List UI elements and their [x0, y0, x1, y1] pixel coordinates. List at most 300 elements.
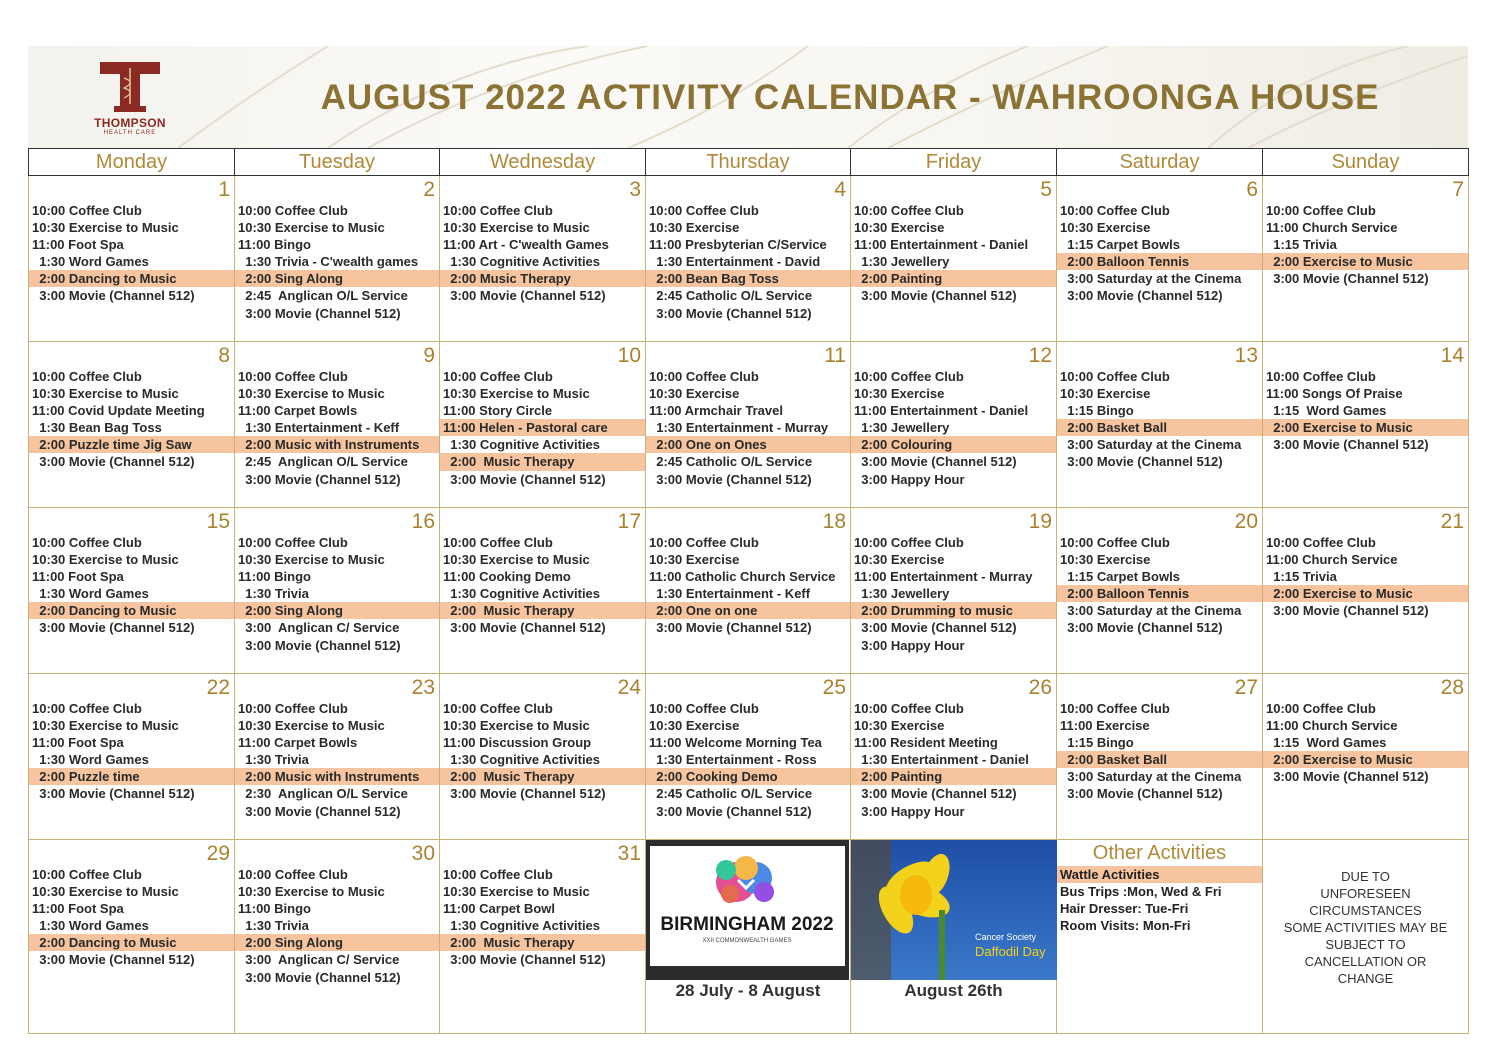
- day-cell: [1263, 176, 1469, 342]
- activity-item: 1:30 Trivia: [238, 752, 309, 768]
- activity-item: 10:30 Exercise: [1060, 386, 1151, 402]
- activity-item: 11:00 Carpet Bowls: [238, 403, 358, 419]
- activity-item-highlighted: 11:00 Helen - Pastoral care: [440, 419, 645, 436]
- day-cell: [1057, 342, 1263, 508]
- activity-item: 10:00 Coffee Club: [649, 535, 759, 550]
- activity-item-highlighted: 2:00 Balloon Tennis: [1057, 253, 1262, 270]
- activity-item: 3:00 Movie (Channel 512): [443, 620, 606, 636]
- activity-item: 3:00 Movie (Channel 512): [649, 305, 812, 321]
- activity-item: 3:00 Movie (Channel 512): [854, 620, 1017, 636]
- activity-item-highlighted: 2:00 Balloon Tennis: [1057, 585, 1262, 602]
- activity-item: 3:00 Movie (Channel 512): [32, 952, 195, 968]
- activity-item: 11:00 Art - C'wealth Games: [443, 237, 609, 253]
- activity-item: 10:00 Coffee Club: [1060, 535, 1170, 550]
- activity-item: 10:00 Coffee Club: [854, 701, 964, 716]
- other-activity-item: Hair Dresser: Tue-Fri: [1060, 901, 1189, 916]
- activity-item: 10:00 Coffee Club: [443, 867, 553, 882]
- activity-item: 3:00 Saturday at the Cinema: [1060, 271, 1242, 287]
- activity-item: 10:30 Exercise to Music: [32, 220, 179, 236]
- activity-item: 10:30 Exercise: [854, 386, 945, 402]
- activity-item: 1:30 Trivia: [238, 918, 309, 934]
- day-cell: [851, 176, 1057, 342]
- activity-item: 3:00 Movie (Channel 512): [443, 471, 606, 487]
- day-cell: [851, 342, 1057, 508]
- day-number: 13: [1234, 344, 1258, 367]
- day-cell-content: [851, 342, 1056, 507]
- activity-item-highlighted: 2:00 Music Therapy: [440, 768, 645, 785]
- activity-item-highlighted: 2:00 Puzzle time Jig Saw: [29, 436, 234, 453]
- activity-item: 2:30 Anglican O/L Service: [238, 786, 408, 802]
- activity-item: 11:00 Welcome Morning Tea: [649, 735, 822, 751]
- games-small-text: XXII COMMONWEALTH GAMES: [702, 938, 792, 944]
- activity-item: 10:00 Coffee Club: [649, 203, 759, 218]
- activity-item-highlighted: 2:00 Music with Instruments: [235, 768, 439, 785]
- activity-item: 3:00 Movie (Channel 512): [854, 288, 1017, 304]
- activity-item: 11:00 Entertainment - Murray: [854, 569, 1033, 585]
- activity-item-highlighted: 2:00 Sing Along: [235, 934, 439, 951]
- activity-item-highlighted: 2:00 Music Therapy: [440, 270, 645, 287]
- activity-item: 3:00 Movie (Channel 512): [649, 620, 812, 636]
- activity-item-highlighted: 2:00 Painting: [851, 768, 1056, 785]
- activity-item: 10:30 Exercise to Music: [238, 220, 385, 236]
- activity-item: 1:30 Cognitive Activities: [443, 254, 601, 270]
- activity-item: 10:00 Coffee Club: [238, 867, 348, 882]
- day-cell: [1263, 674, 1469, 840]
- day-cell-content: [440, 176, 645, 341]
- activity-item: 1:30 Word Games: [32, 752, 149, 768]
- activity-item: 1:30 Cognitive Activities: [443, 437, 601, 453]
- activity-item: 1:30 Entertainment - Keff: [649, 586, 811, 602]
- day-cell-content: [1057, 508, 1262, 673]
- activity-item: 10:30 Exercise to Music: [238, 386, 385, 402]
- activity-item: 3:00 Movie (Channel 512): [1060, 620, 1223, 636]
- activity-item: 1:30 Cognitive Activities: [443, 918, 601, 934]
- activity-item: 3:00 Movie (Channel 512): [443, 288, 606, 304]
- activity-item: 10:00 Coffee Club: [32, 867, 142, 882]
- activity-item-highlighted: 2:00 Music Therapy: [440, 453, 645, 470]
- page-title: AUGUST 2022 ACTIVITY CALENDAR - WAHROONGA HOUSE: [320, 78, 1380, 117]
- day-number: 3: [629, 178, 641, 201]
- activity-item: 3:00 Anglican C/ Service: [238, 952, 400, 968]
- activity-item: 10:30 Exercise: [649, 386, 740, 402]
- activity-item: 11:00 Resident Meeting: [854, 735, 998, 751]
- activity-item: 10:00 Coffee Club: [1060, 369, 1170, 384]
- day-number: 20: [1234, 510, 1258, 533]
- activity-item: 10:00 Coffee Club: [32, 701, 142, 716]
- activity-item-highlighted: 2:00 Sing Along: [235, 602, 439, 619]
- activity-item: 10:30 Exercise: [854, 552, 945, 568]
- activity-item-highlighted: 2:00 Music with Instruments: [235, 436, 439, 453]
- activity-item: 10:00 Coffee Club: [238, 535, 348, 550]
- activity-item: 3:00 Movie (Channel 512): [32, 288, 195, 304]
- day-cell-content: [440, 342, 645, 507]
- activity-item: 3:00 Movie (Channel 512): [238, 305, 401, 321]
- day-cell-content: [440, 840, 645, 1005]
- activity-item: 11:00 Foot Spa: [32, 901, 124, 917]
- activity-item: 10:30 Exercise to Music: [443, 220, 590, 236]
- activity-item: 3:00 Movie (Channel 512): [32, 454, 195, 470]
- day-cell: [440, 176, 646, 342]
- day-cell: [29, 176, 235, 342]
- activity-item: 11:00 Bingo: [238, 237, 311, 253]
- activity-item-highlighted: 2:00 One on one: [646, 602, 850, 619]
- day-number: 11: [824, 344, 846, 367]
- activity-item: 10:00 Coffee Club: [32, 369, 142, 384]
- day-number: 10: [617, 344, 641, 367]
- activity-item: 3:00 Movie (Channel 512): [1266, 437, 1429, 453]
- logo-subtitle: HEALTH CARE: [103, 130, 157, 136]
- activity-item: 3:00 Movie (Channel 512): [238, 803, 401, 819]
- activity-item: 3:00 Saturday at the Cinema: [1060, 769, 1242, 785]
- activity-item: 2:45 Catholic O/L Service: [649, 786, 813, 802]
- activity-item: 1:15 Word Games: [1266, 735, 1387, 751]
- other-activities-title: Other Activities: [1092, 842, 1227, 864]
- activity-item: 3:00 Movie (Channel 512): [649, 803, 812, 819]
- activity-item-highlighted: 2:00 Sing Along: [235, 270, 439, 287]
- activity-item: 10:00 Coffee Club: [1266, 203, 1376, 218]
- day-number: 22: [206, 676, 230, 699]
- activity-item-highlighted: 2:00 Music Therapy: [440, 602, 645, 619]
- day-number: 27: [1234, 676, 1258, 699]
- activity-item: 1:15 Word Games: [1266, 403, 1387, 419]
- activity-item: 10:00 Coffee Club: [649, 701, 759, 716]
- activity-item-highlighted: 2:00 Dancing to Music: [29, 602, 234, 619]
- activity-item: 11:00 Exercise: [1060, 718, 1150, 734]
- logo-name: THOMPSON: [94, 116, 166, 130]
- day-cell-content: [440, 508, 645, 673]
- activity-item: 1:30 Cognitive Activities: [443, 752, 601, 768]
- activity-item: 11:00 Entertainment - Daniel: [854, 403, 1029, 419]
- week-row: [29, 176, 1469, 342]
- activity-item: 10:30 Exercise to Music: [32, 718, 179, 734]
- activity-item: 10:30 Exercise to Music: [443, 884, 590, 900]
- other-activity-item: Bus Trips :Mon, Wed & Fri: [1060, 884, 1222, 899]
- activity-item: 3:00 Movie (Channel 512): [238, 637, 401, 653]
- activity-item-highlighted: 2:00 Bean Bag Toss: [646, 270, 850, 287]
- activity-item: 11:00 Covid Update Meeting: [32, 403, 205, 419]
- day-cell-content: [29, 508, 234, 673]
- activity-item-highlighted: 2:00 Cooking Demo: [646, 768, 850, 785]
- activity-item: 11:00 Entertainment - Daniel: [854, 237, 1029, 253]
- day-cell: [235, 674, 440, 840]
- day-number: 12: [1028, 344, 1052, 367]
- day-cell-content: [235, 342, 439, 507]
- activity-item: 1:30 Jewellery: [854, 254, 950, 270]
- activity-item: 11:00 Bingo: [238, 901, 311, 917]
- activity-item: 1:30 Entertainment - David: [649, 254, 821, 270]
- day-cell: [851, 508, 1057, 674]
- activity-item-highlighted: 2:00 Exercise to Music: [1263, 253, 1468, 270]
- week-row: [29, 840, 1469, 1034]
- activity-item: 10:30 Exercise to Music: [443, 552, 590, 568]
- activity-item: 1:15 Carpet Bowls: [1060, 237, 1180, 253]
- activity-item: 1:15 Trivia: [1266, 237, 1337, 253]
- notice-cell: [1263, 840, 1469, 1034]
- activity-item: 3:00 Happy Hour: [854, 471, 965, 487]
- day-cell: [29, 840, 235, 1034]
- activity-item: 3:00 Movie (Channel 512): [238, 969, 401, 985]
- activity-item: 10:00 Coffee Club: [649, 369, 759, 384]
- weekday-header-saturday: Saturday: [1057, 149, 1263, 176]
- day-cell: [29, 674, 235, 840]
- day-cell-content: [646, 674, 850, 839]
- weekday-header-friday: Friday: [851, 149, 1057, 176]
- activity-item: 10:30 Exercise: [854, 220, 945, 236]
- activity-item: 10:00 Coffee Club: [443, 203, 553, 218]
- day-cell-content: [646, 342, 850, 507]
- day-cell: [29, 342, 235, 508]
- notice-line: SOME ACTIVITIES MAY BE: [1283, 920, 1448, 935]
- day-number: 17: [617, 510, 641, 533]
- day-cell-content: [1263, 508, 1468, 673]
- activity-item: 10:00 Coffee Club: [238, 701, 348, 716]
- weekday-header-tuesday: Tuesday: [235, 149, 440, 176]
- day-cell-content: [851, 176, 1056, 341]
- weekday-header-wednesday: Wednesday: [440, 149, 646, 176]
- day-cell-content: [1057, 674, 1262, 839]
- activity-item: 11:00 Presbyterian C/Service: [649, 237, 827, 253]
- activity-item: 3:00 Movie (Channel 512): [238, 471, 401, 487]
- activity-item: 3:00 Movie (Channel 512): [854, 786, 1017, 802]
- activity-item: 3:00 Movie (Channel 512): [649, 471, 812, 487]
- activity-item-highlighted: 2:00 Colouring: [851, 436, 1056, 453]
- day-number: 7: [1452, 178, 1464, 201]
- daffodil-promo: [851, 840, 1056, 1005]
- activity-item-highlighted: 2:00 Exercise to Music: [1263, 751, 1468, 768]
- games-promo-cell: [646, 840, 851, 1034]
- activity-item: 10:30 Exercise to Music: [238, 552, 385, 568]
- day-cell: [440, 342, 646, 508]
- activity-item: 11:00 Cooking Demo: [443, 569, 571, 585]
- activity-item: 10:30 Exercise to Music: [238, 718, 385, 734]
- activity-item: 10:30 Exercise to Music: [32, 884, 179, 900]
- day-cell: [1057, 176, 1263, 342]
- activity-item: 3:00 Saturday at the Cinema: [1060, 603, 1242, 619]
- day-cell: [440, 674, 646, 840]
- activity-item: 10:30 Exercise: [649, 220, 740, 236]
- day-cell: [235, 508, 440, 674]
- day-cell: [1057, 674, 1263, 840]
- activity-item-highlighted: 2:00 Exercise to Music: [1263, 419, 1468, 436]
- day-cell-content: [29, 674, 234, 839]
- day-cell-content: [1263, 176, 1468, 341]
- weekday-header-thursday: Thursday: [646, 149, 851, 176]
- day-number: 28: [1440, 676, 1464, 699]
- activity-item: 10:00 Coffee Club: [1266, 535, 1376, 550]
- activity-item: 10:00 Coffee Club: [443, 369, 553, 384]
- activity-item: 3:00 Movie (Channel 512): [443, 952, 606, 968]
- activity-item: 1:30 Trivia: [238, 586, 309, 602]
- activity-item: 3:00 Movie (Channel 512): [32, 620, 195, 636]
- activity-item: 1:15 Carpet Bowls: [1060, 569, 1180, 585]
- activity-item: 1:30 Jewellery: [854, 586, 950, 602]
- activity-item: 10:30 Exercise: [649, 552, 740, 568]
- games-logo-text: BIRMINGHAM 2022: [660, 914, 834, 935]
- activity-item: 1:30 Bean Bag Toss: [32, 420, 162, 436]
- activity-item: 10:30 Exercise to Music: [238, 884, 385, 900]
- day-cell-content: [440, 674, 645, 839]
- activity-item: 1:15 Bingo: [1060, 403, 1134, 419]
- activity-item: 11:00 Catholic Church Service: [649, 569, 836, 585]
- activity-item-highlighted: 2:00 Exercise to Music: [1263, 585, 1468, 602]
- activity-item: 11:00 Bingo: [238, 569, 311, 585]
- weekday-header-row: [29, 149, 1469, 176]
- activity-item: 10:00 Coffee Club: [443, 535, 553, 550]
- activity-item: 10:30 Exercise: [1060, 220, 1151, 236]
- day-number: 9: [423, 344, 435, 367]
- activity-item: 11:00 Songs Of Praise: [1266, 386, 1403, 402]
- activity-item: 3:00 Movie (Channel 512): [443, 786, 606, 802]
- activity-item: 3:00 Movie (Channel 512): [1060, 786, 1223, 802]
- day-number: 21: [1440, 510, 1464, 533]
- activity-item: 3:00 Movie (Channel 512): [854, 454, 1017, 470]
- day-number: 26: [1028, 676, 1052, 699]
- day-number: 29: [206, 842, 230, 865]
- day-cell: [1263, 342, 1469, 508]
- activity-item: 1:30 Word Games: [32, 586, 149, 602]
- day-cell: [646, 342, 851, 508]
- other-activities: [1057, 840, 1262, 1005]
- notice-line: UNFORESEEN: [1320, 886, 1411, 901]
- day-cell-content: [1263, 342, 1468, 507]
- activity-item: 1:30 Trivia - C'wealth games: [238, 254, 419, 270]
- activity-item-highlighted: 2:00 Drumming to music: [851, 602, 1056, 619]
- other-activity-item: Wattle Activities: [1057, 866, 1262, 883]
- day-cell-content: [851, 674, 1056, 839]
- weekday-header-sunday: Sunday: [1263, 149, 1469, 176]
- week-row: [29, 342, 1469, 508]
- day-cell: [235, 342, 440, 508]
- activity-item: 11:00 Foot Spa: [32, 237, 124, 253]
- day-cell-content: [235, 176, 439, 341]
- birmingham-2022-image: [646, 840, 849, 980]
- notice-line: CHANGE: [1337, 971, 1394, 986]
- day-cell: [646, 508, 851, 674]
- activity-item: 10:30 Exercise: [1060, 552, 1151, 568]
- activity-item-highlighted: 2:00 Dancing to Music: [29, 934, 234, 951]
- calendar-grid: [28, 148, 1469, 1034]
- activity-item: 1:30 Entertainment - Ross: [649, 752, 817, 768]
- activity-item: 2:45 Catholic O/L Service: [649, 288, 813, 304]
- activity-item: 11:00 Church Service: [1266, 552, 1398, 568]
- activity-item: 3:00 Saturday at the Cinema: [1060, 437, 1242, 453]
- daffodil-brand-main: Daffodil Day: [975, 944, 1046, 959]
- activity-item: 10:00 Coffee Club: [238, 369, 348, 384]
- day-number: 4: [834, 178, 846, 201]
- day-number: 6: [1246, 178, 1258, 201]
- activity-item: 3:00 Happy Hour: [854, 803, 965, 819]
- activity-item: 11:00 Story Circle: [443, 403, 553, 419]
- notice-line: CANCELLATION OR: [1304, 954, 1427, 969]
- weekday-header-monday: Monday: [29, 149, 235, 176]
- day-cell-content: [1057, 176, 1262, 341]
- activity-item: 1:30 Cognitive Activities: [443, 586, 601, 602]
- day-cell: [235, 840, 440, 1034]
- activity-item-highlighted: 2:00 Dancing to Music: [29, 270, 234, 287]
- activity-item-highlighted: 2:00 Painting: [851, 270, 1056, 287]
- other-activity-item: Room Visits: Mon-Fri: [1060, 918, 1191, 933]
- activity-item: 10:00 Coffee Club: [32, 535, 142, 550]
- activity-item: 2:45 Anglican O/L Service: [238, 288, 408, 304]
- day-number: 19: [1028, 510, 1052, 533]
- day-cell: [29, 508, 235, 674]
- activity-item: 10:00 Coffee Club: [854, 203, 964, 218]
- daffodil-day-image: [851, 840, 1057, 980]
- activity-item: 10:30 Exercise: [649, 718, 740, 734]
- day-cell-content: [29, 176, 234, 341]
- day-number: 16: [411, 510, 435, 533]
- activity-item: 10:30 Exercise to Music: [32, 386, 179, 402]
- day-number: 2: [423, 178, 435, 201]
- day-cell-content: [1263, 674, 1468, 839]
- activity-item: 11:00 Armchair Travel: [649, 403, 783, 419]
- notice-line: SUBJECT TO: [1325, 937, 1406, 952]
- activity-item: 11:00 Church Service: [1266, 718, 1398, 734]
- activity-item: 2:45 Anglican O/L Service: [238, 454, 408, 470]
- day-number: 23: [411, 676, 435, 699]
- activity-item: 10:00 Coffee Club: [1060, 701, 1170, 716]
- activity-item-highlighted: 2:00 Basket Ball: [1057, 419, 1262, 436]
- activity-item: 11:00 Foot Spa: [32, 735, 124, 751]
- day-cell-content: [29, 342, 234, 507]
- day-cell-content: [646, 176, 850, 341]
- day-number: 24: [617, 676, 641, 699]
- activity-item: 1:30 Word Games: [32, 254, 149, 270]
- day-cell: [440, 840, 646, 1034]
- activity-item: 1:30 Word Games: [32, 918, 149, 934]
- activity-item-highlighted: 2:00 Puzzle time: [29, 768, 234, 785]
- notice-line: DUE TO: [1341, 869, 1390, 884]
- activity-item: 1:15 Trivia: [1266, 569, 1337, 585]
- day-cell: [646, 176, 851, 342]
- activity-item: 11:00 Carpet Bowl: [443, 901, 555, 917]
- activity-item: 11:00 Carpet Bowls: [238, 735, 358, 751]
- day-cell: [1057, 508, 1263, 674]
- day-cell: [235, 176, 440, 342]
- day-cell-content: [235, 674, 439, 839]
- day-number: 14: [1440, 344, 1464, 367]
- activity-item: 10:30 Exercise to Music: [443, 386, 590, 402]
- notice-line: CIRCUMSTANCES: [1309, 903, 1422, 918]
- activity-item: 10:00 Coffee Club: [32, 203, 142, 218]
- day-cell-content: [235, 508, 439, 673]
- activity-item: 10:00 Coffee Club: [443, 701, 553, 716]
- day-cell-content: [851, 508, 1056, 673]
- day-cell-content: [646, 508, 850, 673]
- activity-item: 10:00 Coffee Club: [854, 369, 964, 384]
- daffodil-brand-top: Cancer Society: [975, 932, 1037, 942]
- day-number: 30: [411, 842, 435, 865]
- activity-item: 10:00 Coffee Club: [1060, 203, 1170, 218]
- activity-item: 3:00 Movie (Channel 512): [1060, 454, 1223, 470]
- games-promo: [646, 840, 850, 1005]
- day-cell-content: [29, 840, 234, 1005]
- activity-item: 11:00 Discussion Group: [443, 735, 592, 751]
- activity-item: 10:00 Coffee Club: [1266, 369, 1376, 384]
- games-dates-caption: 28 July - 8 August: [675, 981, 821, 1000]
- day-number: 1: [218, 178, 230, 201]
- activity-item: 3:00 Movie (Channel 512): [1266, 769, 1429, 785]
- activity-item: 10:30 Exercise: [854, 718, 945, 734]
- other-activities-cell: [1057, 840, 1263, 1034]
- thompson-logo-mark-icon: [98, 58, 162, 114]
- daffodil-date-caption: August 26th: [904, 981, 1003, 1000]
- activity-item: 1:30 Entertainment - Murray: [649, 420, 829, 436]
- daffodil-promo-cell: [851, 840, 1057, 1034]
- activity-item: 2:45 Catholic O/L Service: [649, 454, 813, 470]
- activity-item: 10:30 Exercise to Music: [443, 718, 590, 734]
- activity-item: 1:30 Entertainment - Daniel: [854, 752, 1029, 768]
